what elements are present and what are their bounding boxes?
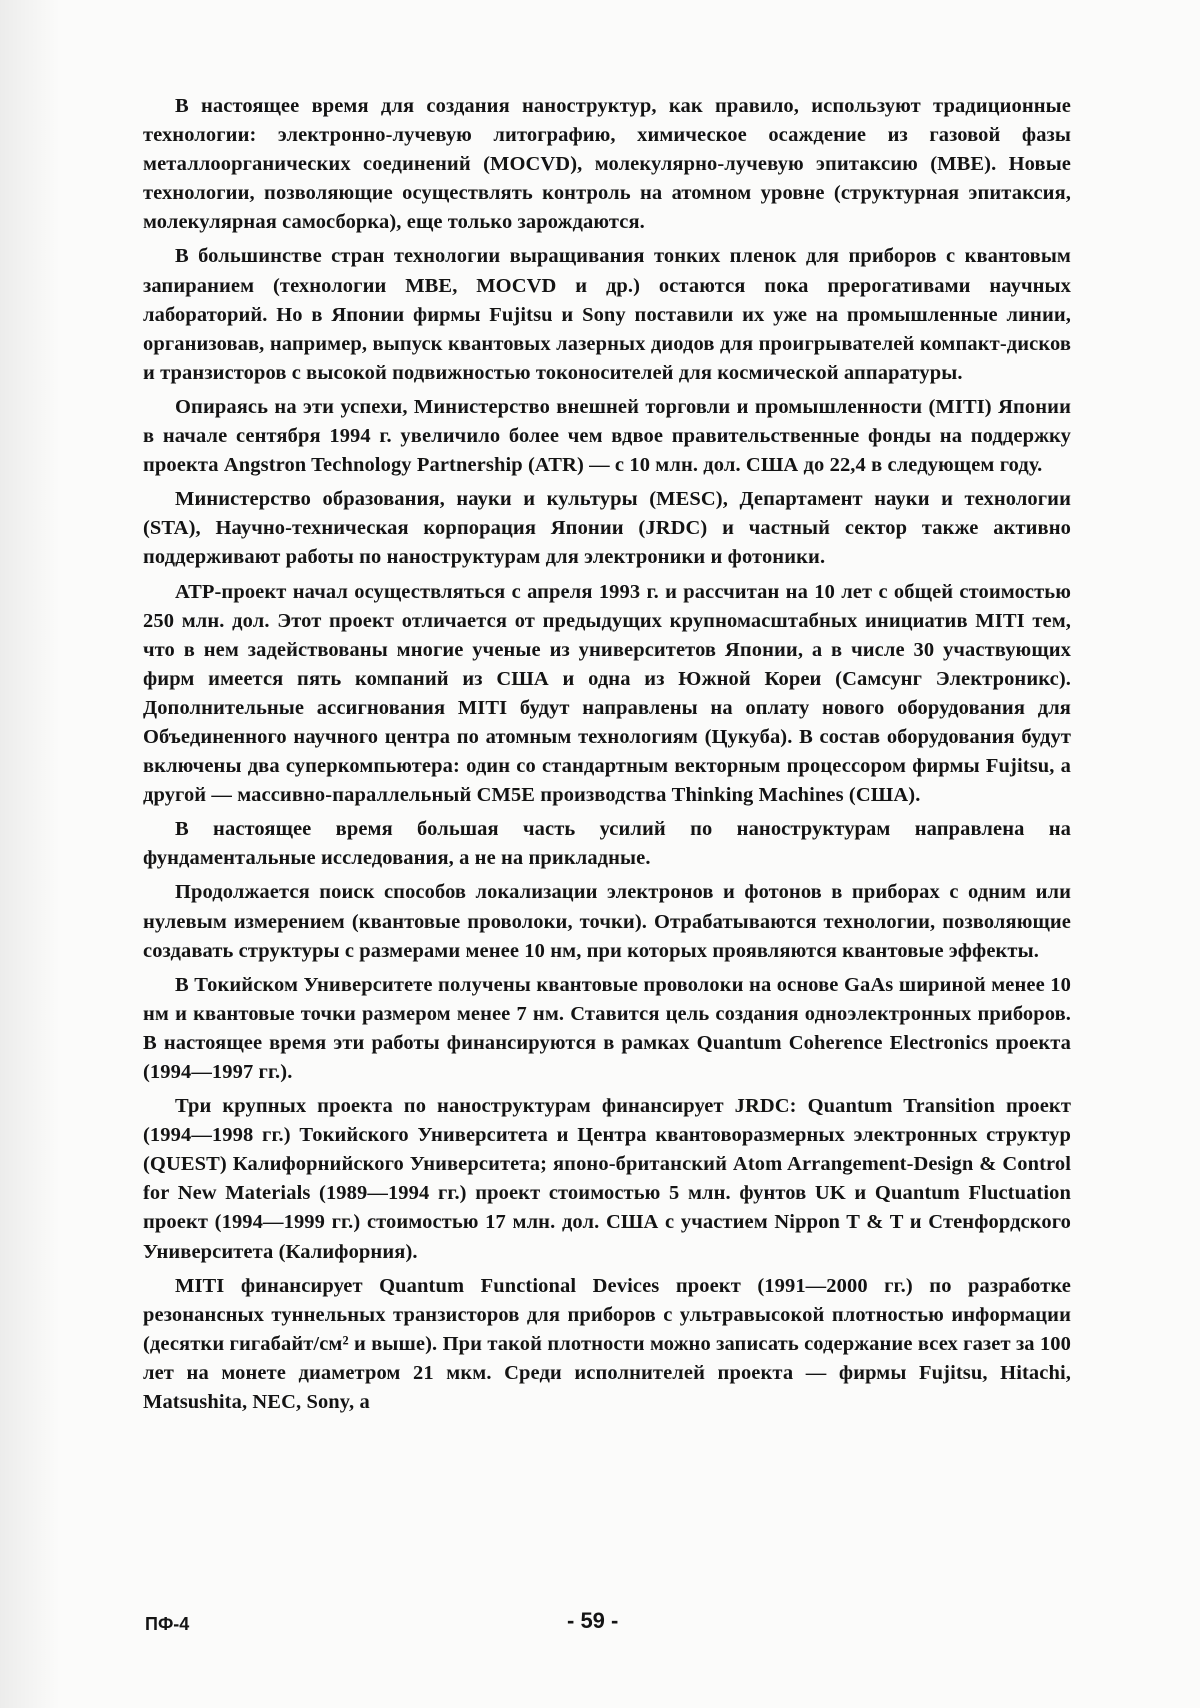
paragraph: В большинстве стран технологии выращивания тонких пленок для приборов с квантовым запиранием (технологии MBE, MOCVD и др.) остаются пока прерогативами научных лабораторий. Но в Японии фирмы Fujitsu и Sony поставили их уже на промышленные линии, организовав, например, выпуск квантовых лазерных диодов для проигрывателей компакт-дисков и транзисторов с высокой подвижностью токоносителей для космической аппаратуры. <box>143 245 1071 384</box>
paragraph: Опираясь на эти успехи, Министерство внешней торговли и промышленности (MITI) Японии в начале сентября 1994 г. увеличило более чем вдвое правительственные фонды на поддержку проекта Angstron Technology Partnership (ATR) — с 10 млн. дол. США до 22,4 в следующем году. <box>143 395 1071 477</box>
page-number: - 59 - <box>567 1608 619 1633</box>
paragraph: MITI финансирует Quantum Functional Devices проект (1991—2000 гг.) по разработке резонансных туннельных транзисторов для приборов с ультравысокой плотностью информации (десятки гигабайт/см² и выше). При такой плотности можно записать содержание всех газет за 100 лет на монете диаметром 21 мкм. Среди исполнителей проекта — фирмы Fujitsu, Hitachi, Matsushita, NEC, Sony, а <box>143 1274 1071 1414</box>
paragraph: В настоящее время для создания наноструктур, как правило, используют традиционные технологии: электронно-лучевую литографию, химическое осаждение из газовой фазы металлоорганических соединений (MOCVD), молекулярно-лучевую эпитаксию (MBE). Новые технологии, позволяющие осуществлять контроль на атомном уровне (структурная эпитаксия, молекулярная самосборка), еще только зарождаются. <box>143 95 1071 234</box>
paragraph: В Токийском Университете получены квантовые проволоки на основе GaAs шириной менее 10 нм и квантовые точки размером менее 7 нм. Ставится цель создания одноэлектронных приборов. В настоящее время эти работы финансируются в рамках Quantum Coherence Electronics проекта (1994—1997 гг.). <box>143 973 1071 1083</box>
footer-label: ПФ-4 <box>145 1614 190 1634</box>
paragraph: Министерство образования, науки и культуры (MESC), Департамент науки и технологии (STA), Научно-техническая корпорация Японии (JRDC) и частный сектор также активно поддерживают работы по наноструктурам для электроники и фотоники. <box>143 488 1071 569</box>
paragraph: Продолжается поиск способов локализации электронов и фотонов в приборах с одним или нулевым измерением (квантовые проволоки, точки). Отрабатываются технологии, позволяющие создавать структуры с размерами менее 10 нм, при которых проявляются квантовые эффекты. <box>143 881 1071 962</box>
page-edge-shadow <box>0 0 60 1708</box>
paragraph: Три крупных проекта по наноструктурам финансирует JRDC: Quantum Transition проект (1994—1998 гг.) Токийского Университета и Центра квантоворазмерных электронных структур (QUEST) Калифорнийского Университета; японо-британский Atom Arrangement-Design & Control for New Materials (1989—1994 гг.) проект стоимостью 5 млн. фунтов UK и Quantum Fluctuation проект (1994—1999 гг.) стоимостью 17 млн. дол. США с участием Nippon T & T и Стенфордского Университета (Калифорния). <box>143 1095 1071 1263</box>
body-text <box>143 92 1071 1422</box>
paragraph: В настоящее время большая часть усилий по наноструктурам направлена на фундаментальные исследования, а не на прикладные. <box>143 818 1071 870</box>
paragraph: АТР-проект начал осуществляться с апреля 1993 г. и рассчитан на 10 лет с общей стоимостью 250 млн. дол. Этот проект отличается от предыдущих крупномасштабных инициатив MITI тем, что в нем задействованы многие ученые из университетов Японии, а в числе 30 участвующих фирм имеется пять компаний из США и одна из Южной Кореи (Самсунг Электроникс). Дополнительные ассигнования MITI будут направлены на оплату нового оборудования для Объединенного научного центра по атомным технологиям (Цукуба). В состав оборудования будут включены два суперкомпьютера: один со стандартным векторным процессором фирмы Fujitsu, а другой — массивно-параллельный CM5E производства Thinking Machines (США). <box>143 580 1071 807</box>
